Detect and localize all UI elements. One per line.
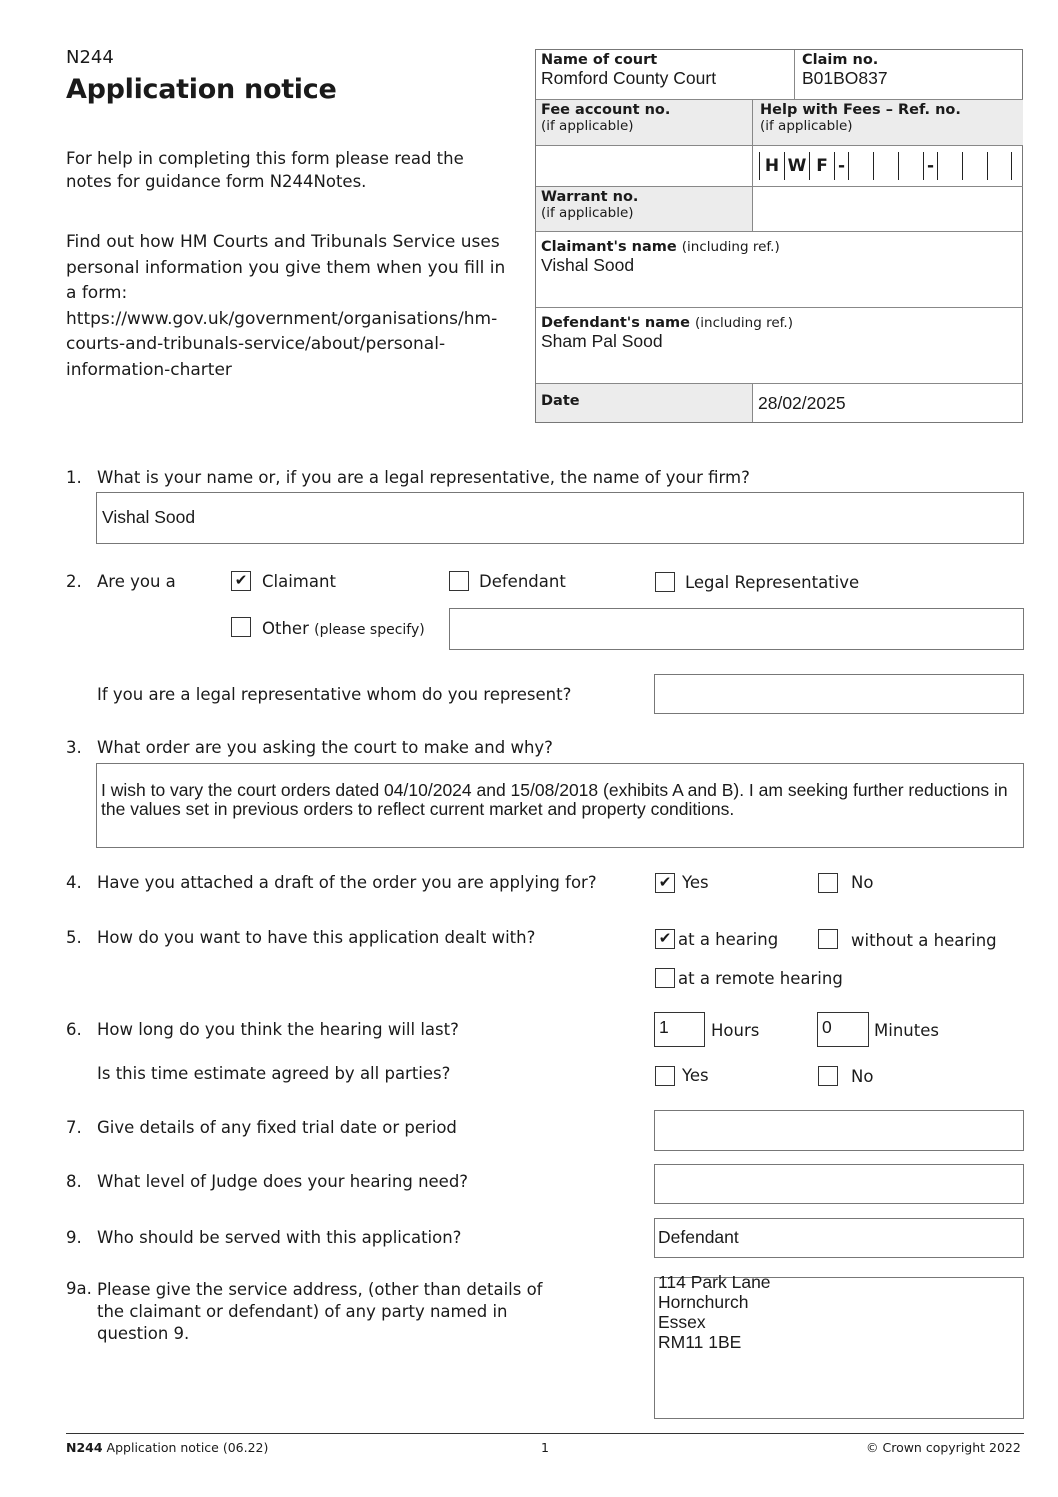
claimant-checkbox[interactable]: [231, 571, 251, 591]
agreed-yes-checkbox[interactable]: [655, 1066, 675, 1086]
form-code: N244: [66, 47, 114, 68]
trial-date-input[interactable]: [654, 1110, 1024, 1151]
warrant-input[interactable]: [753, 187, 1023, 232]
draft-yes-checkbox[interactable]: [655, 873, 675, 893]
served-party-value: Defendant: [658, 1227, 739, 1247]
address-line: Hornchurch: [658, 1292, 749, 1312]
page-number: 1: [541, 1440, 549, 1455]
other-specify-input[interactable]: [449, 608, 1024, 650]
q6-text: How long do you think the hearing will last?: [97, 1020, 459, 1039]
address-line: RM11 1BE: [658, 1332, 742, 1352]
remote-hearing-checkbox[interactable]: [655, 968, 675, 988]
q3-text: What order are you asking the court to make and why?: [97, 738, 553, 757]
q2-text: Are you a: [97, 572, 176, 591]
claim-number-cell[interactable]: [795, 50, 1023, 100]
hwf-sub: (if applicable): [760, 118, 853, 134]
agreed-no-label: No: [851, 1067, 874, 1086]
hours-input[interactable]: [654, 1012, 705, 1047]
q8-number: 8.: [66, 1172, 82, 1191]
other-checkbox[interactable]: [231, 617, 251, 637]
fee-account-label-cell: [536, 100, 753, 146]
minutes-input[interactable]: [817, 1012, 869, 1047]
check-icon: ✔: [658, 929, 672, 947]
q1-number: 1.: [66, 468, 82, 487]
claim-value: B01BO837: [802, 68, 888, 88]
claimant-sub: (including ref.): [681, 239, 780, 255]
date-label-cell: [536, 384, 753, 422]
represent-question: If you are a legal representative whom do you represent?: [97, 685, 572, 704]
hwf-char-box[interactable]: [937, 152, 962, 180]
hwf-separator: -: [923, 152, 937, 180]
q5-number: 5.: [66, 928, 82, 947]
q9-number: 9.: [66, 1228, 82, 1247]
court-label: Name of court: [541, 52, 658, 68]
minutes-value: 0: [822, 1017, 832, 1037]
warrant-label-cell: [536, 187, 753, 232]
q7-number: 7.: [66, 1118, 82, 1137]
at-hearing-checkbox[interactable]: [655, 929, 675, 949]
footer-form-name: Application notice (06.22): [106, 1440, 269, 1455]
footer-form-code: N244: [66, 1440, 103, 1455]
hwf-label: Help with Fees – Ref. no.: [760, 102, 961, 118]
represent-input[interactable]: [654, 674, 1024, 714]
q9-text: Who should be served with this application?: [97, 1228, 462, 1247]
defendant-label: Defendant's name: [541, 315, 690, 331]
judge-level-input[interactable]: [654, 1164, 1024, 1204]
page-title: Application notice: [66, 74, 337, 105]
date-input[interactable]: [753, 384, 1023, 422]
hwf-char-h: H: [759, 152, 784, 180]
defendant-name-cell[interactable]: [536, 308, 1023, 384]
q2-number: 2.: [66, 572, 82, 591]
hours-value: 1: [659, 1017, 669, 1037]
remote-hearing-label: at a remote hearing: [678, 969, 843, 988]
service-address-value: [658, 1272, 771, 1352]
hwf-char-box[interactable]: [873, 152, 898, 180]
address-line: 114 Park Lane: [658, 1272, 771, 1292]
draft-yes-label: Yes: [682, 873, 709, 892]
defendant-sub: (including ref.): [695, 315, 793, 331]
hwf-reference-input[interactable]: [753, 146, 1023, 187]
q6-number: 6.: [66, 1020, 82, 1039]
check-icon: ✔: [658, 873, 672, 891]
draft-no-label: No: [851, 873, 874, 892]
q5-text: How do you want to have this application dealt with?: [97, 928, 536, 947]
q4-text: Have you attached a draft of the order you are applying for?: [97, 873, 597, 892]
q1-name-value: Vishal Sood: [102, 507, 196, 527]
q8-text: What level of Judge does your hearing need?: [97, 1172, 469, 1191]
defendant-option-label: Defendant: [479, 572, 566, 591]
check-icon: ✔: [234, 571, 248, 589]
q3-order-value: I wish to vary the court orders dated 04/10/2024 and 15/08/2018 (exhibits A and B). I am seeking further reductions in the values set in previous orders to reflect current market and property conditions.: [101, 780, 1008, 819]
q1-name-input[interactable]: [96, 492, 1024, 544]
legal-representative-checkbox[interactable]: [655, 572, 675, 592]
hwf-char-w: W: [784, 152, 809, 180]
q3-number: 3.: [66, 738, 82, 757]
draft-no-checkbox[interactable]: [818, 873, 838, 893]
fee-account-input[interactable]: [536, 146, 753, 187]
hours-label: Hours: [711, 1021, 760, 1040]
without-hearing-checkbox[interactable]: [818, 929, 838, 949]
court-value: Romford County Court: [541, 68, 717, 88]
without-hearing-label: without a hearing: [851, 931, 997, 950]
hwf-label-cell: [753, 100, 1023, 146]
footer-form-ref: [66, 1440, 268, 1455]
hwf-char-f: F: [809, 152, 834, 180]
fee-account-label: Fee account no.: [541, 102, 671, 118]
defendant-checkbox[interactable]: [449, 571, 469, 591]
date-label: Date: [541, 393, 580, 409]
copyright: © Crown copyright 2022: [866, 1440, 1021, 1455]
hwf-char-box[interactable]: [898, 152, 923, 180]
hwf-separator: -: [834, 152, 848, 180]
legal-representative-option-label: Legal Representative: [685, 573, 860, 592]
service-address-textarea[interactable]: [654, 1272, 1024, 1419]
q9a-number: 9a.: [66, 1279, 92, 1298]
warrant-sub: (if applicable): [541, 205, 634, 221]
q3-order-textarea[interactable]: [96, 763, 1024, 848]
address-line: Essex: [658, 1312, 706, 1332]
agreed-no-checkbox[interactable]: [818, 1066, 838, 1086]
footer-divider: [66, 1433, 1024, 1434]
claimant-option-label: Claimant: [262, 572, 336, 591]
fee-account-sub: (if applicable): [541, 118, 634, 134]
q9a-text: Please give the service address, (other than details of the claimant or defendant) of any party named in question 9.: [97, 1280, 543, 1343]
agreed-question: Is this time estimate agreed by all parties?: [97, 1064, 451, 1083]
claimant-name-cell[interactable]: [536, 232, 1023, 308]
hwf-char-box[interactable]: [962, 152, 987, 180]
claimant-value: Vishal Sood: [541, 255, 635, 275]
defendant-value: Sham Pal Sood: [541, 331, 663, 351]
case-details-box: [535, 49, 1023, 423]
court-name-cell[interactable]: [536, 50, 795, 100]
privacy-text: Find out how HM Courts and Tribunals Service uses personal information you give them when you fill in a form: https://www.gov.uk/government/organisations/hm-courts-and-tribunals-service/about/personal-information-charter: [66, 232, 506, 380]
help-text: For help in completing this form please read the notes for guidance form N244Notes.: [66, 149, 464, 191]
served-party-input[interactable]: [654, 1218, 1024, 1258]
hwf-char-box[interactable]: [987, 152, 1012, 180]
claimant-label: Claimant's name: [541, 239, 677, 255]
claim-label: Claim no.: [802, 52, 879, 68]
hwf-character-boxes[interactable]: [759, 152, 1012, 180]
agreed-yes-label: Yes: [682, 1066, 709, 1085]
minutes-label: Minutes: [874, 1021, 939, 1040]
q1-text: What is your name or, if you are a legal representative, the name of your firm?: [97, 468, 750, 487]
other-option-label: [262, 619, 425, 638]
q7-text: Give details of any fixed trial date or period: [97, 1118, 457, 1137]
at-hearing-label: at a hearing: [678, 930, 779, 949]
hwf-char-box[interactable]: [848, 152, 873, 180]
q4-number: 4.: [66, 873, 82, 892]
warrant-label: Warrant no.: [541, 189, 639, 205]
other-sub: (please specify): [314, 622, 425, 638]
date-value: 28/02/2025: [758, 393, 846, 413]
other-label: Other: [262, 619, 309, 638]
